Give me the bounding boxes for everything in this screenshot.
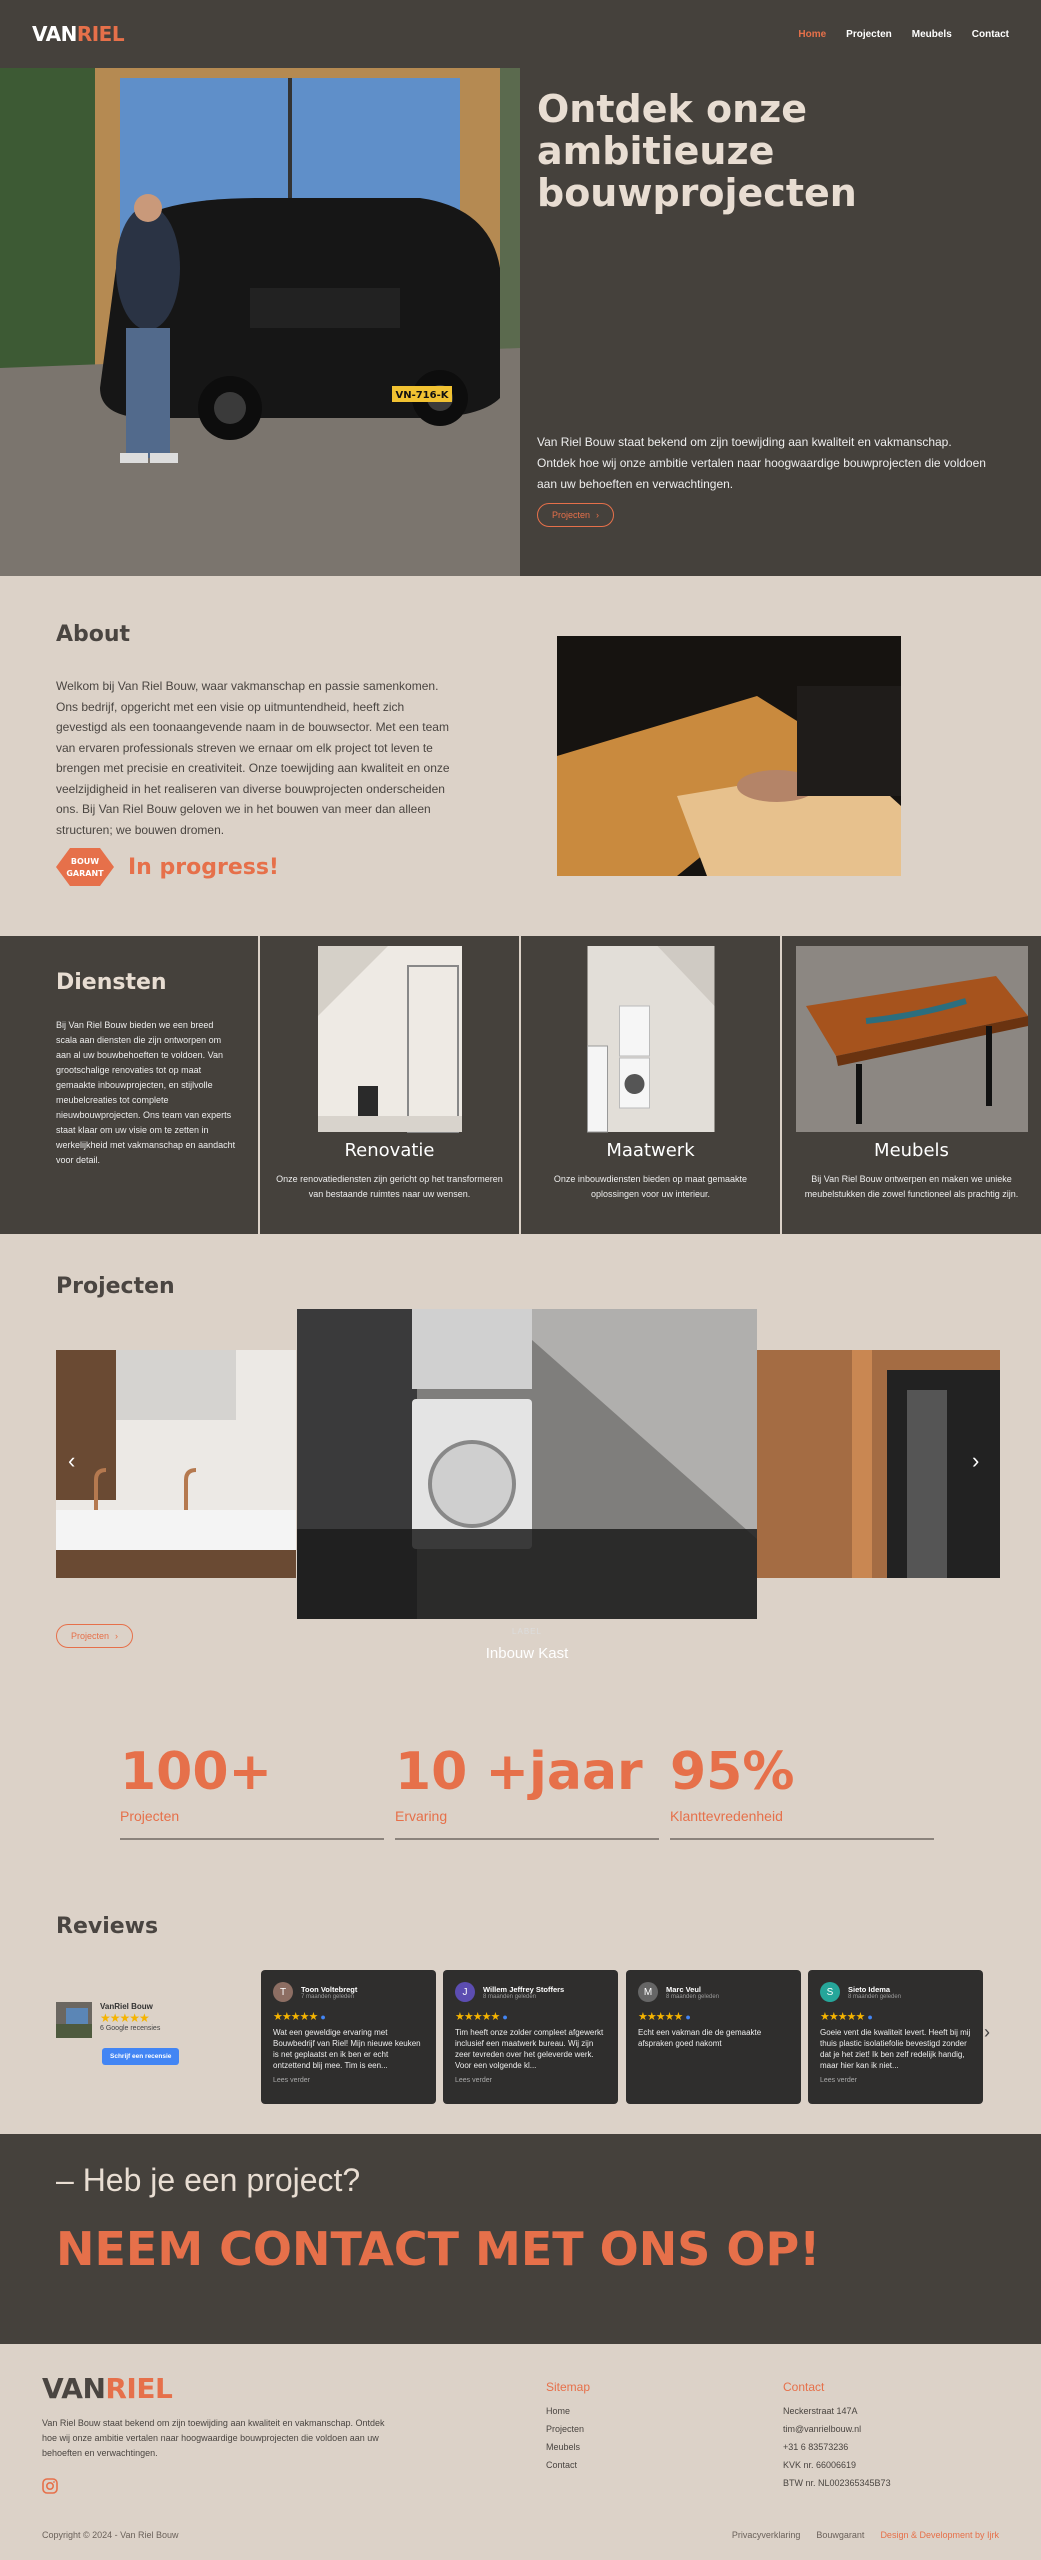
write-review-button[interactable]: Schrijf een recensie bbox=[102, 2048, 179, 2065]
carousel-slide-prev[interactable] bbox=[56, 1350, 296, 1578]
renovatie-image bbox=[318, 946, 462, 1132]
avatar: T bbox=[273, 1982, 293, 2002]
about-text: Welkom bij Van Riel Bouw, waar vakmanschap en passie samenkomen. Ons bedrijf, opgericht met een visie op uitmuntendheid, heeft zich gevestigd als een toonaangevende naam in de bouwsector. Met een team van ervaren professionals streven we ernaar om elk project tot leven te brengen met precisie en creativiteit. Onze toewijding aan kwaliteit en onze veelzijdigheid in het realiseren van diverse bouwprojecten onderscheiden ons. Bij Van Riel Bouw geloven we in het bouwen van meer dan alleen structuren; we bouwen dromen. bbox=[56, 679, 450, 837]
carousel-prev-arrow[interactable]: ‹ bbox=[68, 1448, 76, 1473]
svg-text:BOUW: BOUW bbox=[70, 857, 100, 866]
about-section bbox=[0, 576, 1041, 936]
read-more-link[interactable]: Lees verder bbox=[455, 2077, 492, 2084]
reviews-section bbox=[0, 1874, 1041, 2134]
maatwerk-text: Onze inbouwdiensten bieden op maat gemaakte oplossingen voor uw interieur. bbox=[553, 1174, 748, 1199]
about-badge-row bbox=[56, 848, 279, 886]
dienst-card-meubels[interactable] bbox=[782, 936, 1041, 1234]
hero-projecten-button[interactable]: Projecten › bbox=[537, 503, 614, 527]
site-header bbox=[0, 0, 1041, 68]
review-count: 6 Google recensies bbox=[100, 2025, 161, 2032]
verified-icon: ● bbox=[867, 2012, 872, 2022]
diensten-intro bbox=[0, 936, 258, 1234]
maatwerk-title: Maatwerk bbox=[606, 1140, 695, 1161]
diensten-section bbox=[0, 936, 1041, 1234]
contact-kvk: KVK nr. 66006619 bbox=[783, 2460, 857, 2470]
reviews-next-arrow[interactable]: › bbox=[984, 2022, 990, 2042]
footer-contact bbox=[783, 2380, 891, 2492]
nav-meubels[interactable]: Meubels bbox=[911, 28, 952, 40]
verified-icon: ● bbox=[502, 2012, 507, 2022]
about-image bbox=[557, 636, 901, 876]
chevron-right-icon: › bbox=[596, 510, 600, 520]
chevron-right-icon: › bbox=[115, 1631, 119, 1641]
privacy-link[interactable]: Privacyverklaring bbox=[731, 2530, 801, 2540]
verified-icon: ● bbox=[685, 2012, 690, 2022]
rating-stars: ★★★★★ bbox=[100, 2011, 149, 2025]
main-nav bbox=[798, 29, 1009, 40]
sitemap-link-home[interactable]: Home bbox=[546, 2406, 571, 2416]
stat-klanttevredenheid: 95% Klanttevredenheid bbox=[670, 1742, 934, 1840]
avatar: M bbox=[638, 1982, 658, 2002]
meubels-image bbox=[796, 946, 1028, 1132]
contact-btw: BTW nr. NL002365345B73 bbox=[783, 2478, 891, 2488]
sitemap-link-contact[interactable]: Contact bbox=[546, 2460, 578, 2470]
projecten-title: Projecten bbox=[56, 1274, 175, 1299]
maatwerk-image bbox=[587, 946, 714, 1132]
cta-section bbox=[0, 2134, 1041, 2344]
business-name: VanRiel Bouw bbox=[100, 2002, 153, 2011]
license-plate: VN-716-K bbox=[395, 390, 449, 401]
nav-home[interactable]: Home bbox=[798, 28, 827, 40]
renovatie-title: Renovatie bbox=[344, 1140, 435, 1161]
contact-email[interactable]: tim@vanrielbouw.nl bbox=[783, 2424, 862, 2434]
stat-ervaring: 10 +jaar Ervaring bbox=[395, 1742, 659, 1840]
diensten-text: Bij Van Riel Bouw bieden we een breed scala aan diensten die zijn ontworpen om aan al uw bouwbehoeften te voldoen. Van grootschalige renovaties tot op maat gemaakte inbouwprojecten, en stijlvolle meubelcreaties tot complete nieuwbouwprojecten. Ons team van experts staat klaar om uw visie om te zetten in werkelijkheid met vakmanschap en aandacht voor detail. bbox=[56, 1020, 236, 1165]
site-logo[interactable]: VANRIEL bbox=[32, 22, 125, 46]
slide-label: LABEL bbox=[512, 1627, 542, 1636]
review-stars: ★★★★★ ● bbox=[273, 2011, 325, 2023]
reviews-title: Reviews bbox=[56, 1914, 159, 1939]
stat-projecten: 100+ Projecten bbox=[120, 1742, 384, 1840]
review-card[interactable]: T Toon Voltebregt 7 maanden geleden ★★★★★ ● Wat een geweldige ervaring met Bouwbedrijf van Riel! Mijn nieuwe keuken is net geplaatst en ik ben er echt ontzettend blij mee. Tim is een... Lees verder bbox=[261, 1970, 436, 2104]
review-card[interactable]: J Willem Jeffrey Stoffers 8 maanden geleden ★★★★★ ● Tim heeft onze zolder compleet afgewerkt inclusief een maatwerk bureau. Wij zijn zeer tevreden over het geleverde werk. Voor een volgende kl... Lees verder bbox=[443, 1970, 618, 2104]
google-summary bbox=[56, 2002, 196, 2065]
hero-description: Van Riel Bouw staat bekend om zijn toewijding aan kwaliteit en vakmanschap. Ontdek hoe wij onze ambitie vertalen naar hoogwaardige bouwprojecten die voldoen aan uw behoeften en verwachtingen. bbox=[537, 435, 986, 491]
read-more-link[interactable]: Lees verder bbox=[273, 2077, 310, 2084]
review-stars: ★★★★★ ● bbox=[638, 2011, 690, 2023]
renovatie-text: Onze renovatiediensten zijn gericht op het transformeren van bestaande ruimtes naar uw wensen. bbox=[276, 1174, 503, 1199]
footer-description: Van Riel Bouw staat bekend om zijn toewijding aan kwaliteit en vakmanschap. Ontdek hoe wij onze ambitie vertalen naar hoogwaardige bouwprojecten die voldoen aan uw behoeften en verwachtingen. bbox=[42, 2418, 385, 2458]
footer-links bbox=[732, 2530, 999, 2540]
review-card[interactable]: S Sieto Idema 8 maanden geleden ★★★★★ ● Goeie vent die kwaliteit levert. Heeft bij mij thuis plastic isolatiefolie bevestigd zonder dat je het ziet! Ik ben zelf redelijk handig, maar hier kan ik niet... Lees verder bbox=[808, 1970, 983, 2104]
avatar: J bbox=[455, 1982, 475, 2002]
projecten-button[interactable]: Projecten › bbox=[56, 1624, 133, 1648]
nav-projecten[interactable]: Projecten bbox=[846, 28, 892, 40]
review-card[interactable]: M Marc Veul 8 maanden geleden ★★★★★ ● Echt een vakman die de gemaakte afspraken goed nakomt bbox=[626, 1970, 801, 2104]
bouwgarant-link[interactable]: Bouwgarant bbox=[816, 2530, 865, 2540]
sitemap-title: Sitemap bbox=[546, 2380, 591, 2394]
dienst-card-renovatie[interactable] bbox=[260, 936, 519, 1234]
meubels-title: Meubels bbox=[874, 1140, 949, 1161]
carousel-next-arrow[interactable]: › bbox=[972, 1448, 980, 1473]
carousel-slide-active[interactable] bbox=[297, 1309, 757, 1662]
verified-icon: ● bbox=[320, 2012, 325, 2022]
stats-section bbox=[0, 1674, 1041, 1874]
cta-question: – Heb je een project? bbox=[56, 2162, 361, 2198]
review-stars: ★★★★★ ● bbox=[820, 2011, 872, 2023]
sitemap-link-meubels[interactable]: Meubels bbox=[546, 2442, 581, 2452]
about-title: About bbox=[56, 622, 131, 647]
business-thumbnail bbox=[56, 2002, 92, 2038]
dienst-card-maatwerk[interactable] bbox=[521, 936, 780, 1234]
copyright: Copyright © 2024 - Van Riel Bouw bbox=[42, 2530, 179, 2540]
carousel-slide-next[interactable] bbox=[757, 1350, 1000, 1578]
footer-logo[interactable]: VANRIEL bbox=[42, 2372, 173, 2405]
slide-name: Inbouw Kast bbox=[485, 1645, 569, 1662]
contact-phone[interactable]: +31 6 83573236 bbox=[783, 2442, 849, 2452]
avatar: S bbox=[820, 1982, 840, 2002]
site-footer bbox=[0, 2344, 1041, 2560]
read-more-link[interactable]: Lees verder bbox=[820, 2077, 857, 2084]
diensten-title: Diensten bbox=[56, 970, 167, 995]
contact-title: Contact bbox=[783, 2380, 825, 2394]
progress-text: In progress! bbox=[128, 854, 279, 880]
hero-section bbox=[0, 68, 1041, 576]
instagram-icon[interactable] bbox=[42, 2478, 58, 2494]
svg-text:GARANT: GARANT bbox=[66, 869, 104, 878]
projecten-section bbox=[0, 1234, 1041, 1674]
bouwgarant-logo bbox=[56, 848, 114, 886]
nav-contact[interactable]: Contact bbox=[971, 28, 1009, 40]
contact-address: Neckerstraat 147A bbox=[783, 2406, 858, 2416]
cta-contact-link[interactable]: NEEM CONTACT MET ONS OP! bbox=[56, 2222, 821, 2276]
hero-title: Ontdek onze ambitieuze bouwprojecten bbox=[537, 87, 857, 215]
meubels-text: Bij Van Riel Bouw ontwerpen en maken we unieke meubelstukken die zowel functioneel als prachtig zijn. bbox=[804, 1174, 1019, 1199]
sitemap-link-projecten[interactable]: Projecten bbox=[546, 2424, 585, 2434]
hero-image bbox=[0, 68, 520, 576]
review-stars: ★★★★★ ● bbox=[455, 2011, 507, 2023]
footer-sitemap bbox=[546, 2380, 590, 2474]
developer-credit-link[interactable]: Design & Development by Ijrk bbox=[880, 2530, 999, 2540]
